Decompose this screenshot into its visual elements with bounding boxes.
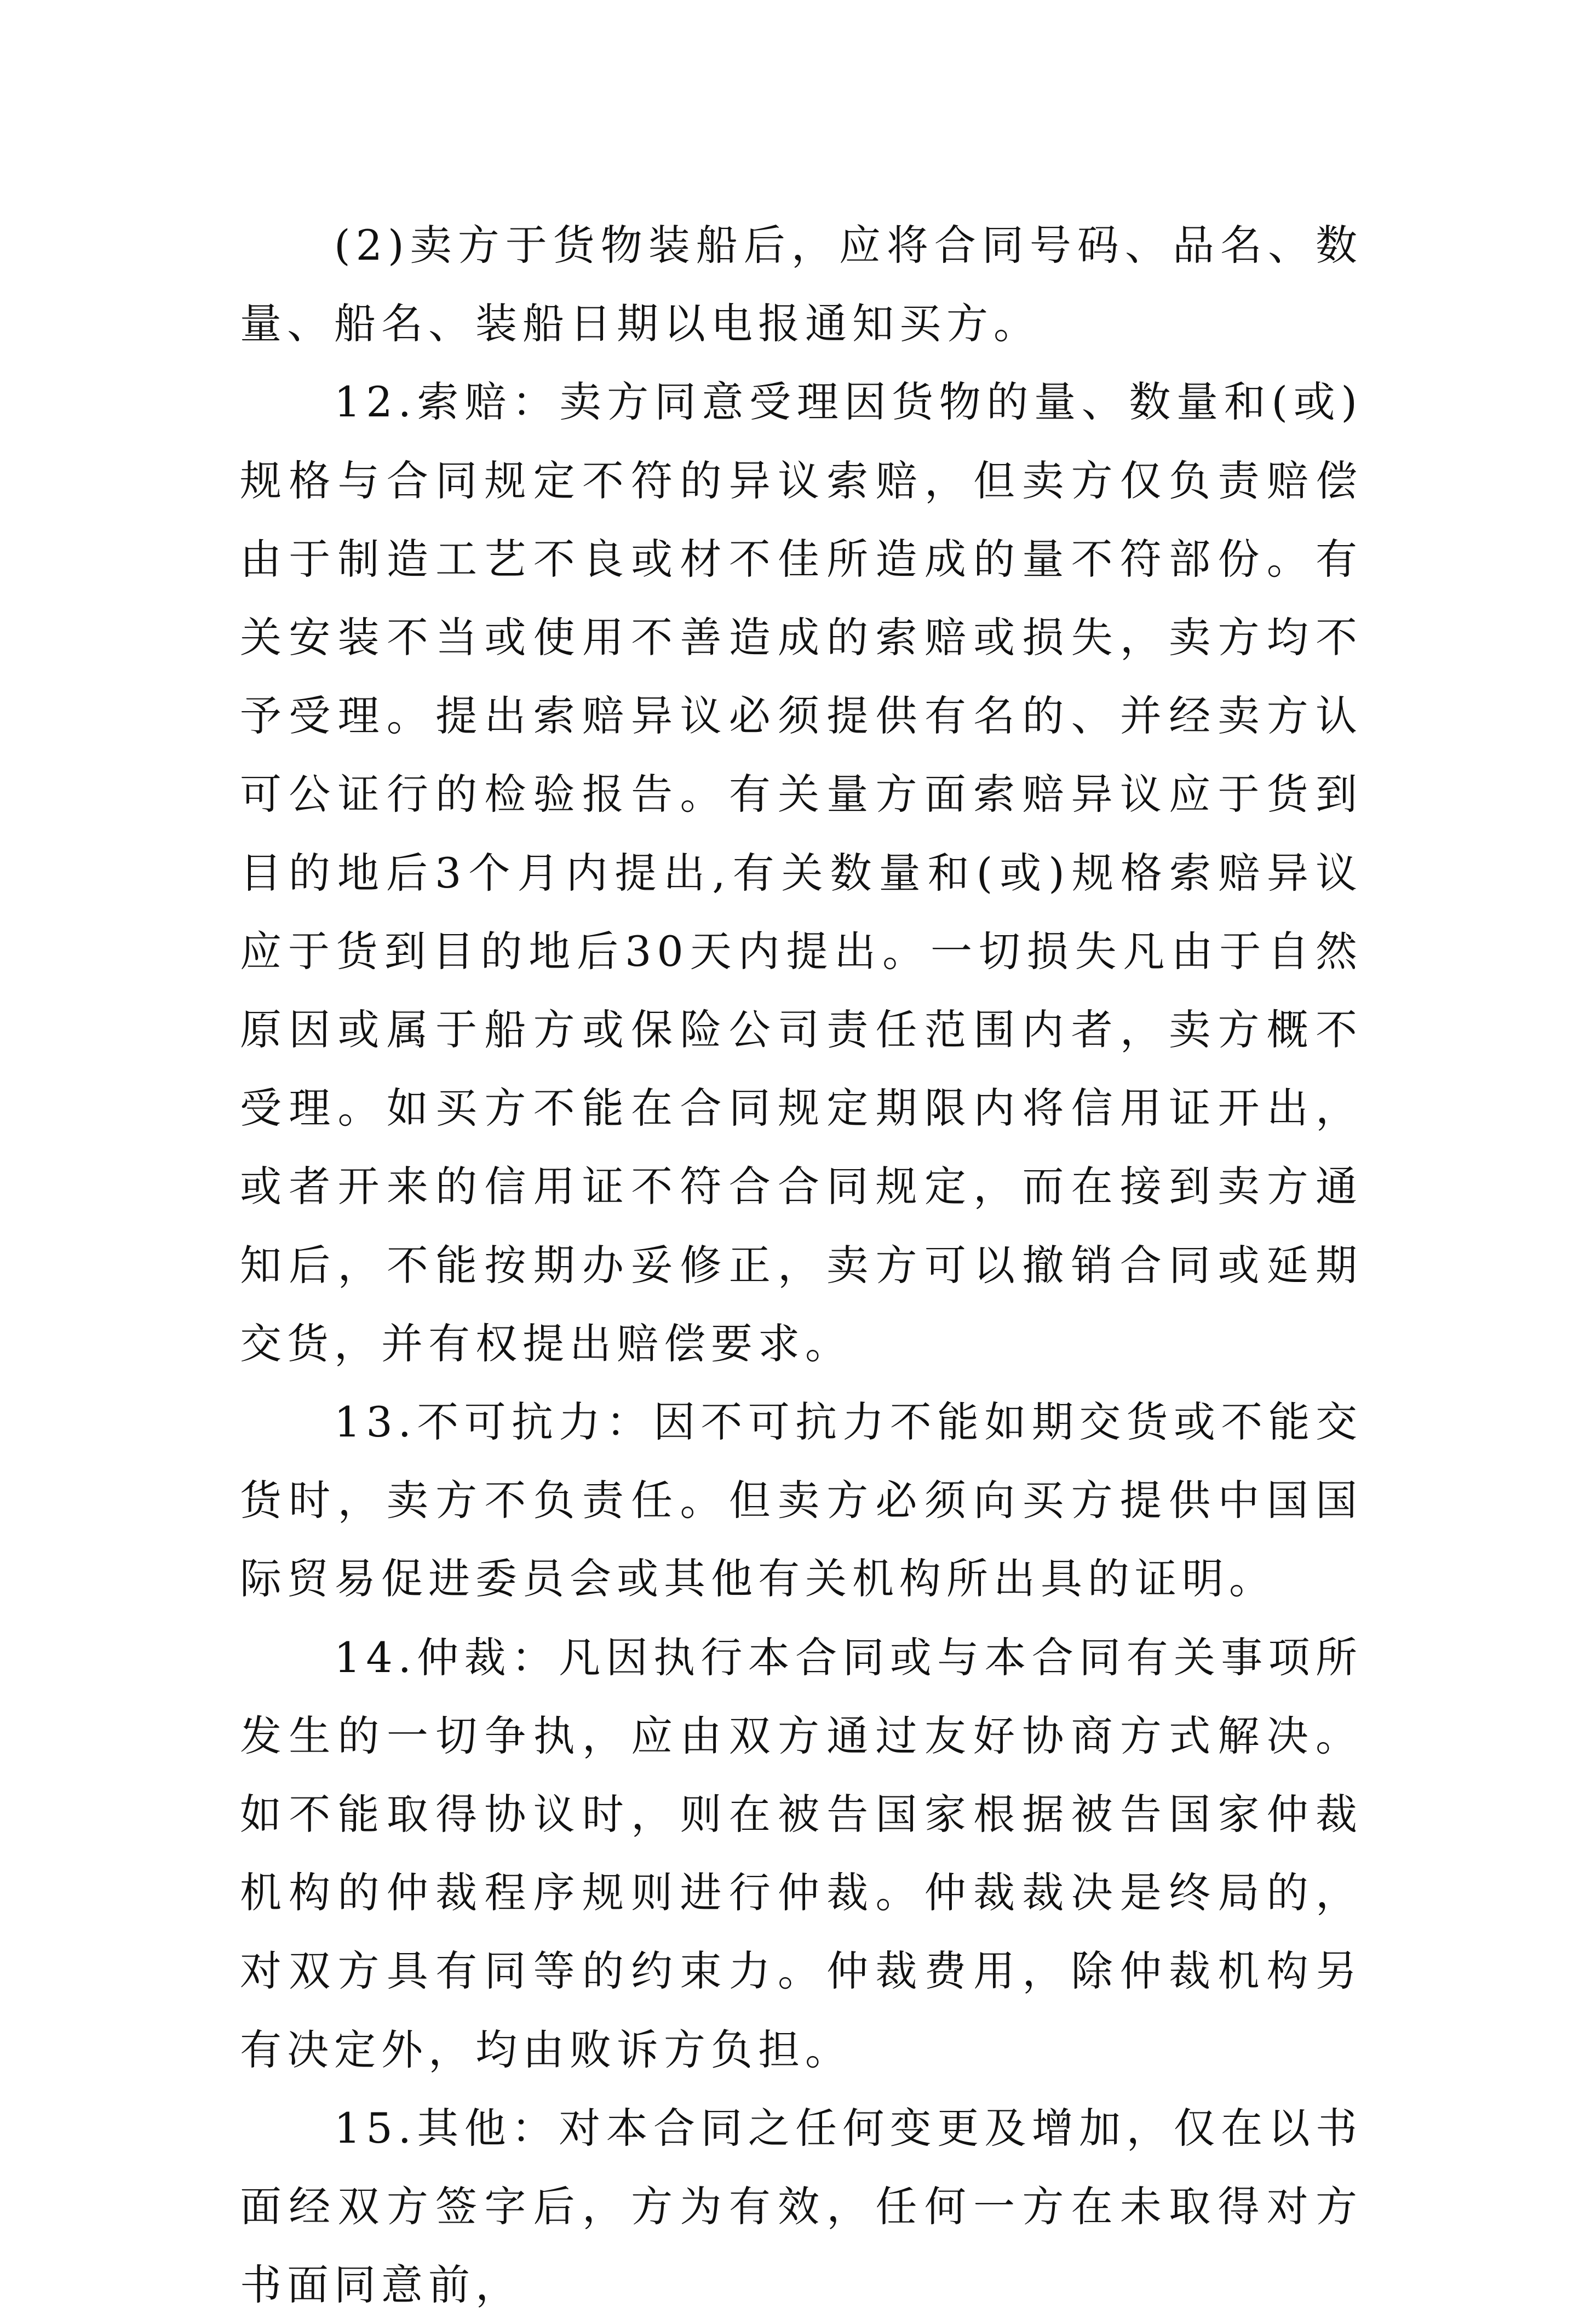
paragraph-force-majeure: 13.不可抗力：因不可抗力不能如期交货或不能交货时，卖方不负责任。但卖方必须向买方提供中国国际贸易促进委员会或其他有关机构所出具的证明。: [240, 1398, 1363, 1604]
paragraph-claims: 12.索赔：卖方同意受理因货物的量、数量和(或)规格与合同规定不符的异议索赔，但卖方仅负责赔偿由于制造工艺不良或材不佳所造成的量不符部份。有关安装不当或使用不善造成的索赔或损失，卖方均不予受理。提出索赔异议必须提供有名的、并经卖方认可公证行的检验报告。有关量方面索赔异议应于货到目的地后3个月内提出,有关数量和(或)规格索赔异议应于货到目的地后30天内提出。一切损失凡由于自然原因或属于船方或保险公司责任范围内者，卖方概不受理。如买方不能在合同规定期限内将信用证开出，或者开来的信用证不符合合同规定，而在接到卖方通知后，不能按期办妥修正，卖方可以撤销合同或延期交货，并有权提出赔偿要求。: [240, 377, 1363, 1368]
paragraph-other: 15.其他：对本合同之任何变更及增加，仅在以书面经双方签字后，方为有效，任何一方在未取得对方书面同意前，: [240, 2103, 1363, 2310]
paragraph-shipping-notice: (2)卖方于货物装船后，应将合同号码、品名、数量、船名、装船日期以电报通知买方。: [240, 221, 1363, 348]
contract-text: [240, 206, 1363, 2324]
paragraph-arbitration: 14.仲裁：凡因执行本合同或与本合同有关事项所发生的一切争执，应由双方通过友好协商方式解决。如不能取得协议时，则在被告国家根据被告国家仲裁机构的仲裁程序规则进行仲裁。仲裁裁决是终局的，对双方具有同等的约束力。仲裁费用，除仲裁机构另有决定外，均由败诉方负担。: [240, 1633, 1363, 2074]
